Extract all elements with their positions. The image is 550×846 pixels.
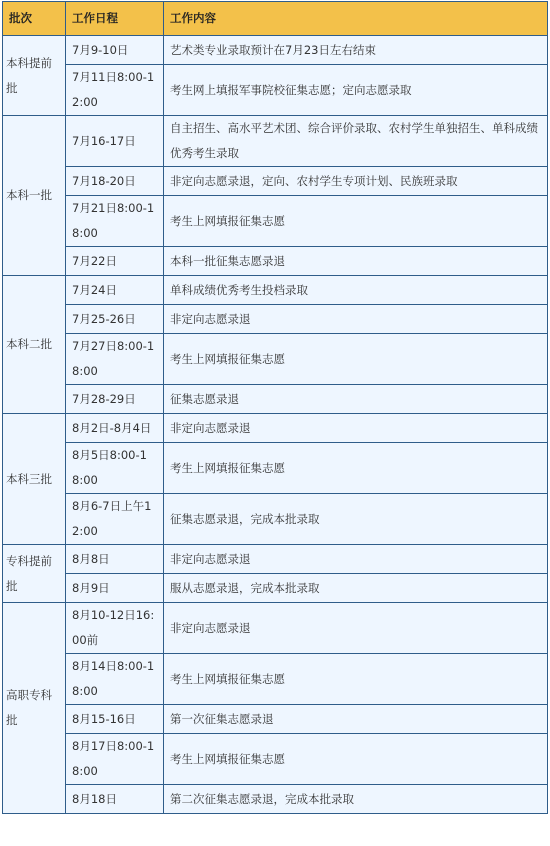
table-row	[3, 545, 548, 574]
table-row	[3, 196, 548, 247]
header-date: 工作日程	[66, 2, 164, 36]
date-cell: 8月10-12日16:00前	[66, 603, 164, 654]
content-cell: 非定向志愿录退，定向、农村学生专项计划、民族班录取	[164, 167, 548, 196]
date-cell: 7月22日	[66, 247, 164, 276]
table-row	[3, 574, 548, 603]
table-row	[3, 494, 548, 545]
table-row	[3, 785, 548, 814]
table-row	[3, 603, 548, 654]
date-cell: 8月5日8:00-18:00	[66, 443, 164, 494]
table-row	[3, 334, 548, 385]
content-cell: 考生上网填报征集志愿	[164, 196, 548, 247]
header-content: 工作内容	[164, 2, 548, 36]
content-cell: 非定向志愿录退	[164, 603, 548, 654]
date-cell: 7月28-29日	[66, 385, 164, 414]
table-row	[3, 443, 548, 494]
table-body	[3, 36, 548, 814]
content-cell: 非定向志愿录退	[164, 305, 548, 334]
schedule-table-container	[2, 1, 547, 814]
date-cell: 8月2日-8月4日	[66, 414, 164, 443]
date-cell: 8月14日8:00-18:00	[66, 654, 164, 705]
batch-cell: 专科提前批	[3, 545, 66, 603]
content-cell: 单科成绩优秀考生投档录取	[164, 276, 548, 305]
table-row	[3, 276, 548, 305]
table-row	[3, 705, 548, 734]
content-cell: 征集志愿录退	[164, 385, 548, 414]
date-cell: 8月9日	[66, 574, 164, 603]
table-row	[3, 654, 548, 705]
date-cell: 8月17日8:00-18:00	[66, 734, 164, 785]
content-cell: 非定向志愿录退	[164, 414, 548, 443]
content-cell: 非定向志愿录退	[164, 545, 548, 574]
content-cell: 征集志愿录退，完成本批录取	[164, 494, 548, 545]
date-cell: 7月9-10日	[66, 36, 164, 65]
table-row	[3, 385, 548, 414]
content-cell: 考生上网填报征集志愿	[164, 654, 548, 705]
table-row	[3, 36, 548, 65]
table-row	[3, 247, 548, 276]
content-cell: 艺术类专业录取预计在7月23日左右结束	[164, 36, 548, 65]
content-cell: 自主招生、高水平艺术团、综合评价录取、农村学生单独招生、单科成绩优秀考生录取	[164, 116, 548, 167]
table-row	[3, 734, 548, 785]
date-cell: 7月24日	[66, 276, 164, 305]
content-cell: 考生上网填报征集志愿	[164, 734, 548, 785]
batch-cell: 本科三批	[3, 414, 66, 545]
date-cell: 8月18日	[66, 785, 164, 814]
table-row	[3, 167, 548, 196]
batch-cell: 本科提前批	[3, 36, 66, 116]
content-cell: 考生上网填报征集志愿	[164, 443, 548, 494]
batch-cell: 高职专科批	[3, 603, 66, 814]
date-cell: 7月16-17日	[66, 116, 164, 167]
date-cell: 7月27日8:00-18:00	[66, 334, 164, 385]
admission-schedule-table	[2, 1, 548, 814]
content-cell: 考生上网填报征集志愿	[164, 334, 548, 385]
content-cell: 第二次征集志愿录退，完成本批录取	[164, 785, 548, 814]
date-cell: 7月21日8:00-18:00	[66, 196, 164, 247]
batch-cell: 本科一批	[3, 116, 66, 276]
date-cell: 7月18-20日	[66, 167, 164, 196]
date-cell: 8月6-7日上午12:00	[66, 494, 164, 545]
content-cell: 第一次征集志愿录退	[164, 705, 548, 734]
table-row	[3, 305, 548, 334]
date-cell: 7月11日8:00-12:00	[66, 65, 164, 116]
date-cell: 8月8日	[66, 545, 164, 574]
batch-cell: 本科二批	[3, 276, 66, 414]
header-batch: 批次	[3, 2, 66, 36]
content-cell: 本科一批征集志愿录退	[164, 247, 548, 276]
table-row	[3, 65, 548, 116]
date-cell: 7月25-26日	[66, 305, 164, 334]
content-cell: 服从志愿录退，完成本批录取	[164, 574, 548, 603]
table-row	[3, 414, 548, 443]
date-cell: 8月15-16日	[66, 705, 164, 734]
table-header-row	[3, 2, 548, 36]
table-row	[3, 116, 548, 167]
content-cell: 考生网上填报军事院校征集志愿；定向志愿录取	[164, 65, 548, 116]
